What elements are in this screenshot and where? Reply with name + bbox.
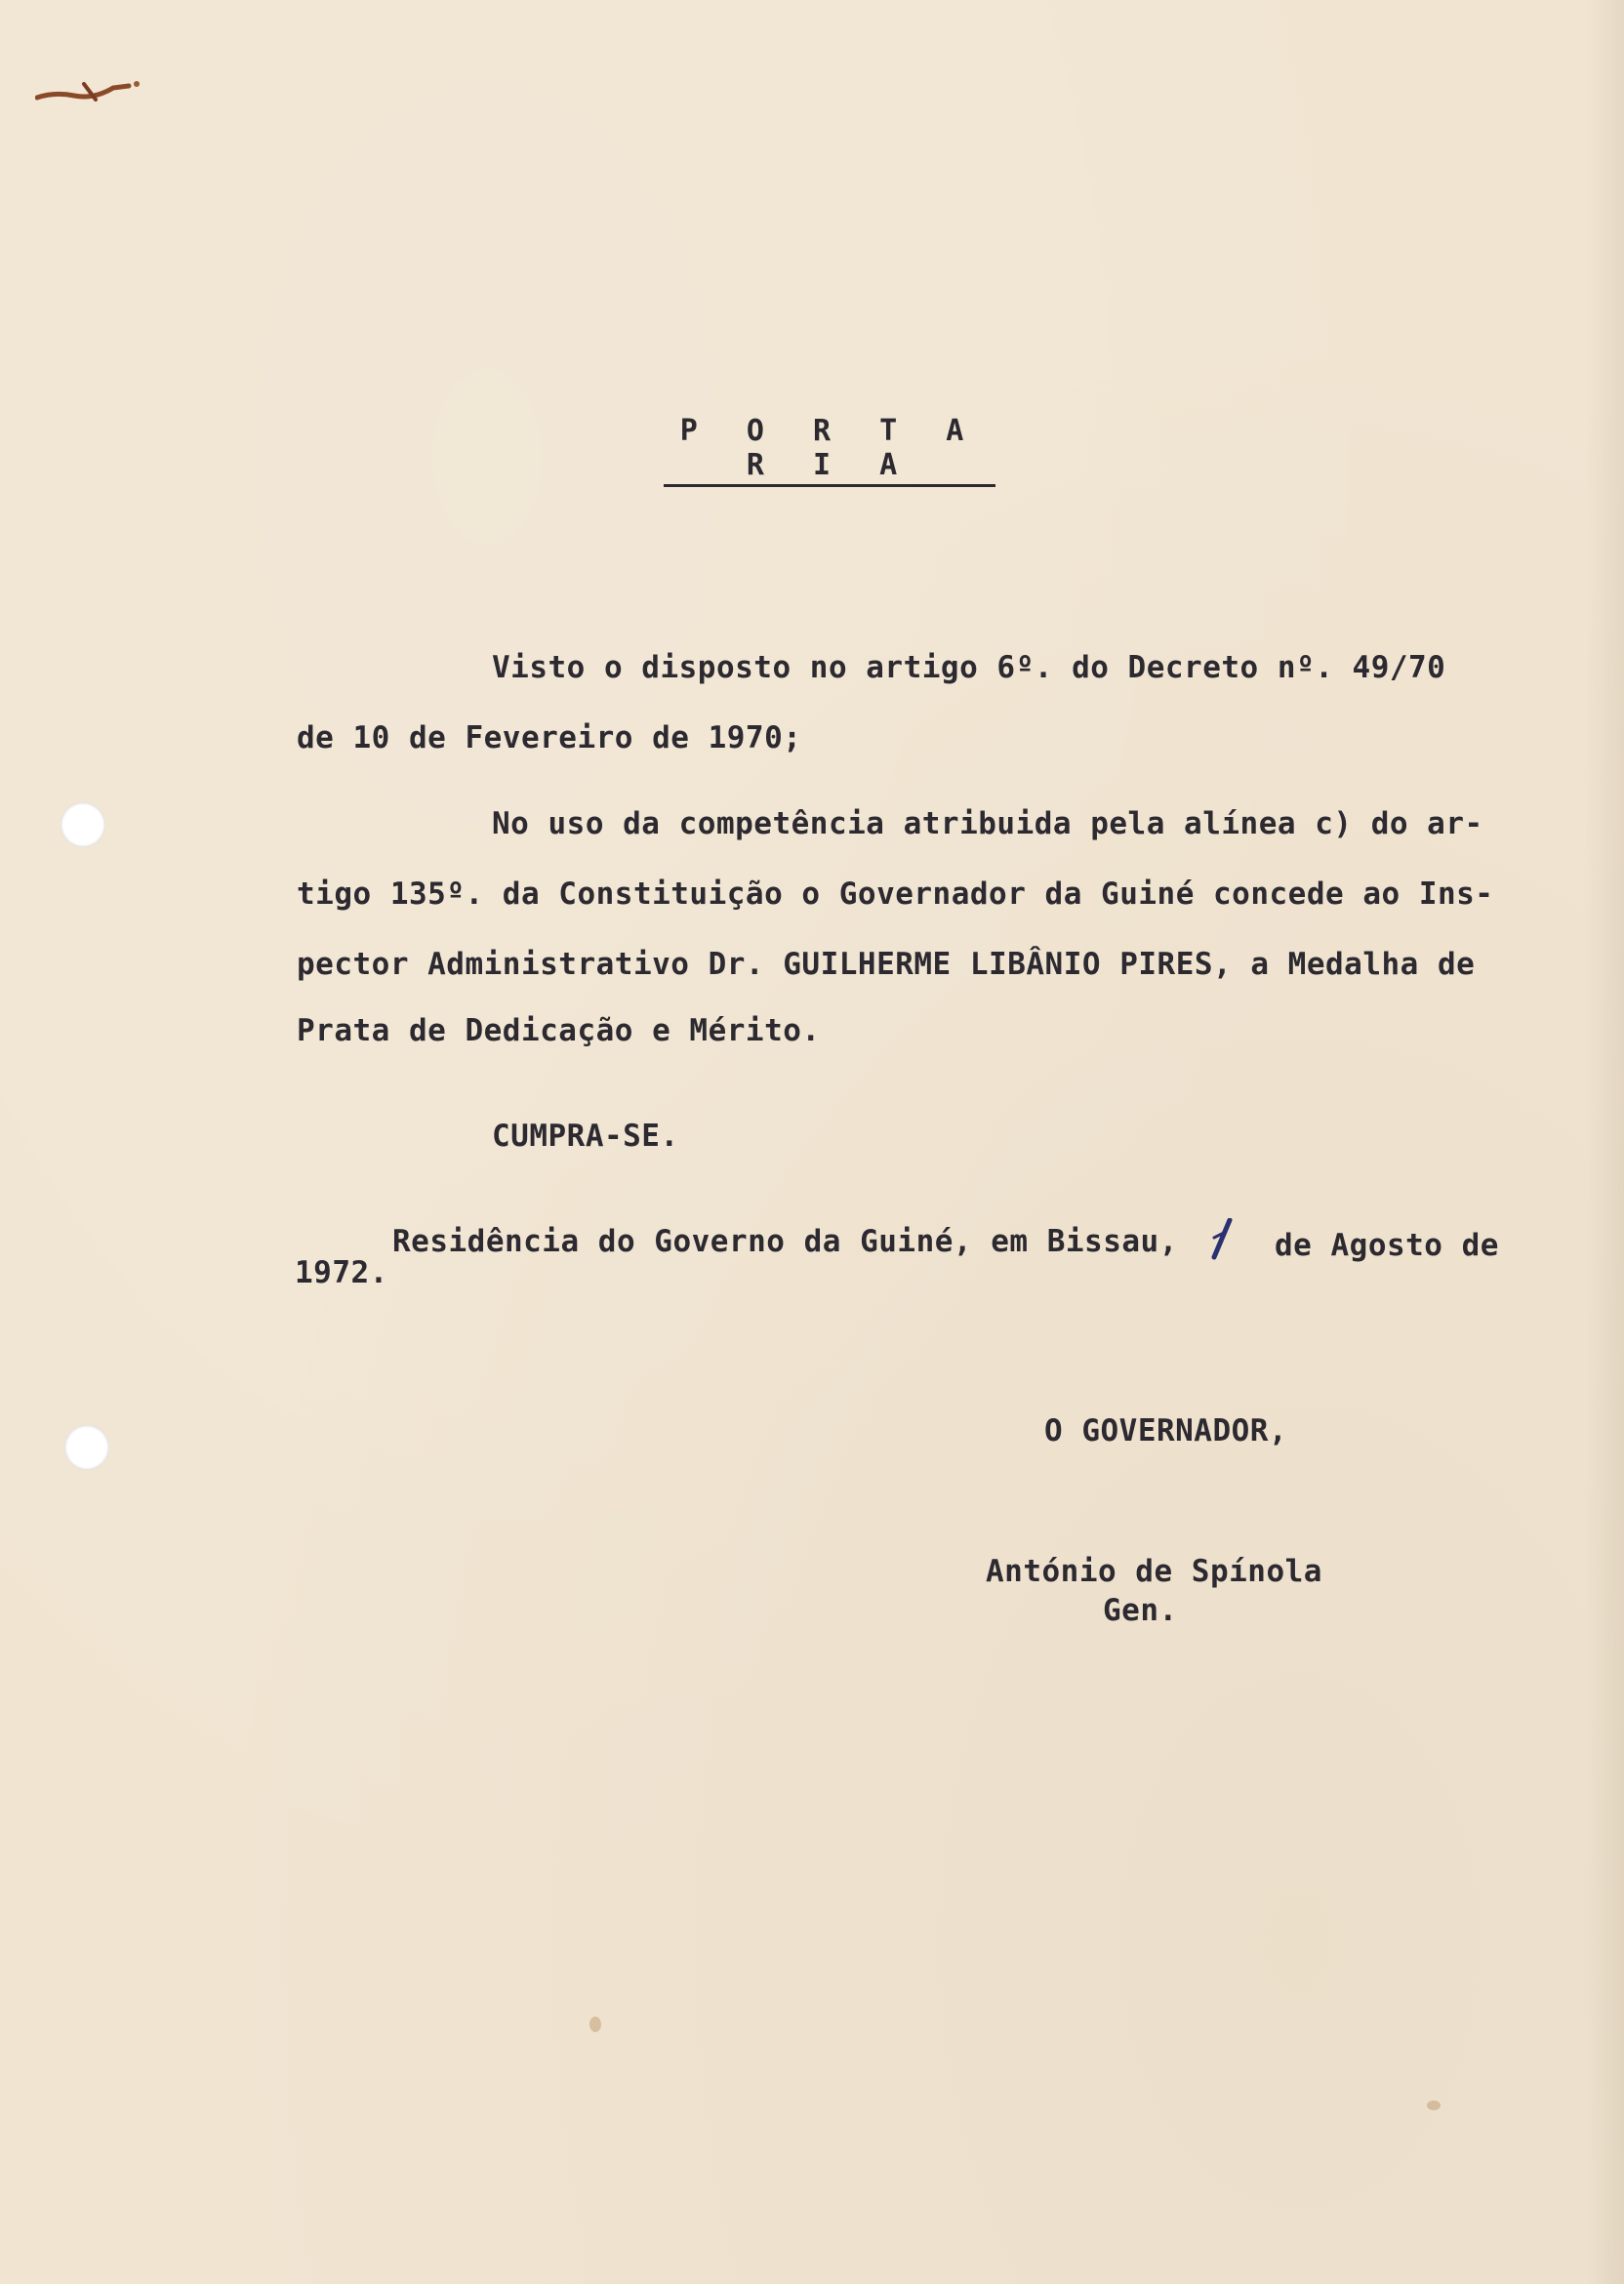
- paper-stain: [589, 2017, 601, 2032]
- rust-stain-icon: [35, 78, 152, 105]
- residence-line1-end: de Agosto de: [1275, 1228, 1499, 1263]
- paper-stain: [1427, 2100, 1441, 2110]
- closing-phrase: CUMPRA-SE.: [492, 1119, 679, 1154]
- signature-role: O GOVERNADOR,: [1044, 1413, 1288, 1448]
- residence-line2: 1972.: [295, 1255, 388, 1290]
- paragraph1-line1: Visto o disposto no artigo 6º. do Decreto nº. 49/70: [492, 650, 1446, 685]
- document-title: P O R T A R I A: [664, 414, 995, 487]
- residence-line1-start: Residência do Governo da Guiné, em Bissau,: [392, 1224, 1178, 1259]
- paragraph2-line4: Prata de Dedicação e Mérito.: [297, 1013, 821, 1048]
- page-edge-shadow: [1585, 0, 1624, 2284]
- punch-hole: [64, 1425, 109, 1470]
- paragraph1-line2: de 10 de Fevereiro de 1970;: [297, 720, 802, 755]
- signature-rank: Gen.: [1103, 1593, 1178, 1628]
- paragraph2-line2: tigo 135º. da Constituição o Governador da Guiné concede ao Ins-: [297, 877, 1494, 912]
- handwritten-day-mark: [1206, 1218, 1236, 1261]
- signature-name: António de Spínola: [986, 1554, 1322, 1589]
- punch-hole: [61, 802, 105, 847]
- paragraph2-line3: pector Administrativo Dr. GUILHERME LIBÂNIO PIRES, a Medalha de: [297, 947, 1476, 982]
- paragraph2-line1: No uso da competência atribuida pela alínea c) do ar-: [492, 806, 1483, 841]
